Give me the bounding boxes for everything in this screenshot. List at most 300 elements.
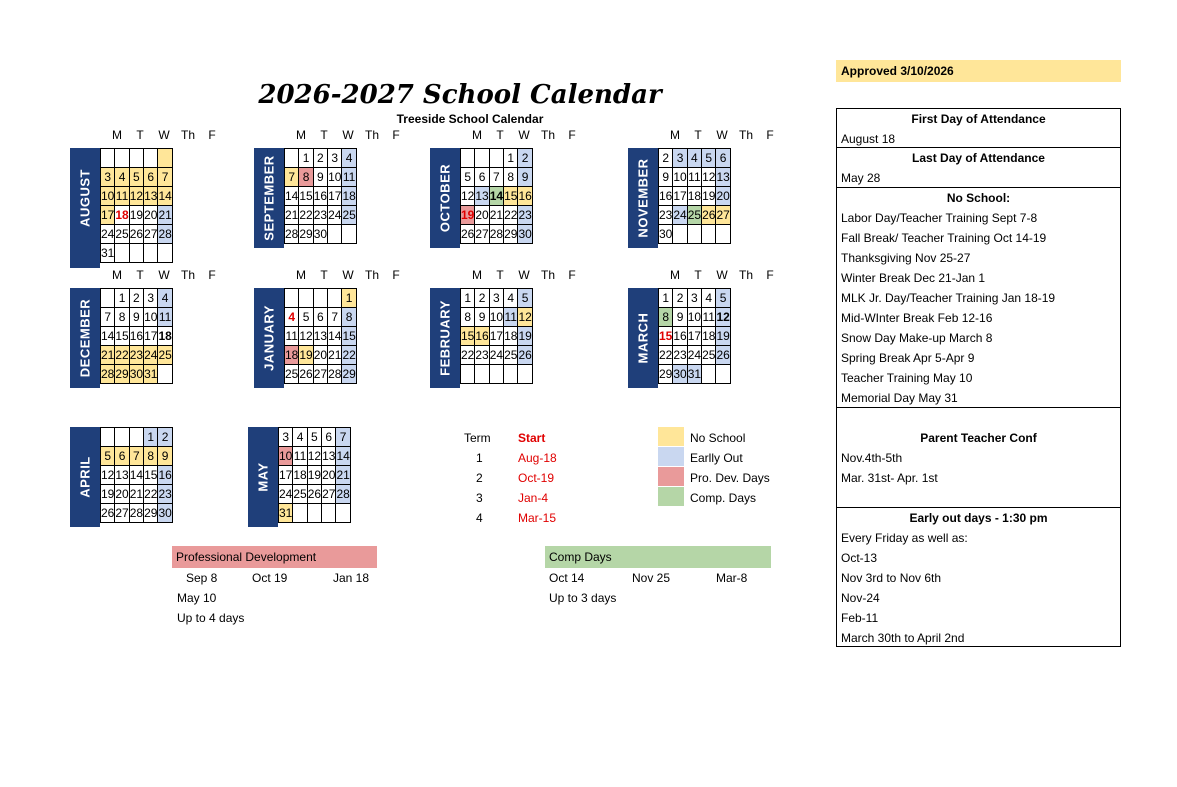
day-cell: 6 bbox=[313, 308, 327, 327]
day-cell: 19 bbox=[307, 466, 321, 485]
ptc-item: Mar. 31st- Apr. 1st bbox=[841, 471, 938, 485]
day-cell: 28 bbox=[328, 365, 342, 384]
day-cell: 22 bbox=[342, 346, 356, 365]
day-cell bbox=[158, 149, 172, 168]
day-cell: 23 bbox=[673, 346, 687, 365]
day-cell: 2 bbox=[313, 149, 327, 168]
day-cell: 7 bbox=[285, 168, 299, 187]
day-cell bbox=[299, 289, 313, 308]
day-cell: 19 bbox=[461, 206, 475, 225]
weekday-label: Th bbox=[540, 268, 555, 282]
day-cell bbox=[144, 244, 158, 263]
day-cell: 1 bbox=[299, 149, 313, 168]
day-cell: 26 bbox=[129, 225, 143, 244]
day-cell: 24 bbox=[687, 346, 701, 365]
day-cell: 25 bbox=[115, 225, 129, 244]
day-cell bbox=[702, 225, 716, 244]
month-grid bbox=[460, 288, 533, 384]
no-school-item: Teacher Training May 10 bbox=[841, 371, 973, 385]
day-cell: 22 bbox=[299, 206, 313, 225]
day-cell: 2 bbox=[158, 428, 172, 447]
day-cell: 8 bbox=[342, 308, 356, 327]
day-cell: 6 bbox=[716, 149, 730, 168]
day-cell: 27 bbox=[115, 504, 129, 523]
day-cell bbox=[461, 149, 475, 168]
day-cell: 14 bbox=[336, 447, 350, 466]
day-cell: 21 bbox=[336, 466, 350, 485]
day-cell: 14 bbox=[158, 187, 172, 206]
day-cell: 23 bbox=[475, 346, 489, 365]
day-cell: 30 bbox=[659, 225, 673, 244]
weekday-label: W bbox=[716, 268, 728, 282]
day-cell: 31 bbox=[687, 365, 701, 384]
day-cell: 22 bbox=[461, 346, 475, 365]
day-cell: 21 bbox=[285, 206, 299, 225]
prodev-note: Up to 4 days bbox=[177, 611, 245, 625]
term-number: 4 bbox=[476, 511, 483, 525]
no-school-item: Labor Day/Teacher Training Sept 7-8 bbox=[841, 211, 1038, 225]
weekday-label: M bbox=[296, 128, 306, 142]
weekday-label: W bbox=[342, 268, 354, 282]
ptc-header: Parent Teacher Conf bbox=[920, 431, 1037, 445]
weekday-label: F bbox=[208, 268, 216, 282]
day-cell: 8 bbox=[144, 447, 158, 466]
day-cell: 19 bbox=[716, 327, 730, 346]
day-cell bbox=[489, 149, 503, 168]
term-start: Jan-4 bbox=[518, 491, 549, 505]
day-cell: 24 bbox=[279, 485, 293, 504]
day-cell: 25 bbox=[342, 206, 356, 225]
day-cell: 28 bbox=[285, 225, 299, 244]
comp-date: Nov 25 bbox=[632, 571, 671, 585]
month-label: JANUARY bbox=[254, 288, 284, 388]
day-cell: 11 bbox=[702, 308, 716, 327]
comp-title: Comp Days bbox=[545, 546, 771, 568]
no-school-header: No School: bbox=[946, 191, 1011, 205]
day-cell: 7 bbox=[328, 308, 342, 327]
day-cell: 8 bbox=[299, 168, 313, 187]
day-cell: 10 bbox=[328, 168, 342, 187]
day-cell: 21 bbox=[129, 485, 143, 504]
day-cell: 30 bbox=[313, 225, 327, 244]
day-cell: 10 bbox=[144, 308, 158, 327]
day-cell: 25 bbox=[687, 206, 701, 225]
day-cell: 18 bbox=[504, 327, 518, 346]
day-cell bbox=[504, 365, 518, 384]
day-cell: 28 bbox=[336, 485, 350, 504]
day-cell: 11 bbox=[504, 308, 518, 327]
day-cell: 29 bbox=[659, 365, 673, 384]
day-cell: 11 bbox=[342, 168, 356, 187]
day-cell: 13 bbox=[716, 168, 730, 187]
weekday-label: T bbox=[320, 268, 328, 282]
month-label: SEPTEMBER bbox=[254, 148, 284, 248]
day-cell bbox=[129, 149, 143, 168]
day-cell: 14 bbox=[328, 327, 342, 346]
day-cell: 9 bbox=[313, 168, 327, 187]
day-cell: 27 bbox=[322, 485, 336, 504]
day-cell: 26 bbox=[299, 365, 313, 384]
day-cell: 28 bbox=[158, 225, 172, 244]
day-cell: 27 bbox=[313, 365, 327, 384]
early-out-item: March 30th to April 2nd bbox=[841, 631, 965, 645]
day-cell: 21 bbox=[158, 206, 172, 225]
day-cell: 5 bbox=[307, 428, 321, 447]
day-cell: 13 bbox=[322, 447, 336, 466]
day-cell: 24 bbox=[489, 346, 503, 365]
day-cell: 26 bbox=[716, 346, 730, 365]
month-label: FEBRUARY bbox=[430, 288, 460, 388]
comp-note: Up to 3 days bbox=[549, 591, 617, 605]
day-cell: 17 bbox=[687, 327, 701, 346]
day-cell bbox=[461, 365, 475, 384]
day-cell: 16 bbox=[158, 466, 172, 485]
month-grid bbox=[658, 288, 731, 384]
day-cell bbox=[101, 428, 115, 447]
day-cell bbox=[285, 289, 299, 308]
weekday-label: M bbox=[670, 268, 680, 282]
day-cell: 3 bbox=[279, 428, 293, 447]
month-label: OCTOBER bbox=[430, 148, 460, 248]
day-cell: 24 bbox=[144, 346, 158, 365]
no-school-item: Snow Day Make-up March 8 bbox=[841, 331, 993, 345]
day-cell: 12 bbox=[299, 327, 313, 346]
day-cell: 17 bbox=[328, 187, 342, 206]
no-school-item: Fall Break/ Teacher Training Oct 14-19 bbox=[841, 231, 1047, 245]
day-cell: 20 bbox=[716, 187, 730, 206]
day-cell: 18 bbox=[702, 327, 716, 346]
day-cell bbox=[475, 365, 489, 384]
weekday-label: M bbox=[472, 268, 482, 282]
day-cell: 3 bbox=[101, 168, 115, 187]
last-day-box bbox=[836, 148, 1121, 188]
day-cell: 21 bbox=[328, 346, 342, 365]
first-day-value: August 18 bbox=[841, 132, 896, 146]
month-grid bbox=[100, 148, 173, 263]
prodev-date: May 10 bbox=[177, 591, 217, 605]
day-cell: 31 bbox=[144, 365, 158, 384]
weekday-label: Th bbox=[364, 128, 379, 142]
day-cell: 26 bbox=[518, 346, 532, 365]
day-cell: 23 bbox=[313, 206, 327, 225]
day-cell: 14 bbox=[489, 187, 503, 206]
day-cell: 29 bbox=[144, 504, 158, 523]
start-header: Start bbox=[518, 431, 546, 445]
prodev-title: Professional Development bbox=[172, 546, 377, 568]
day-cell bbox=[328, 289, 342, 308]
day-cell: 10 bbox=[673, 168, 687, 187]
day-cell: 2 bbox=[659, 149, 673, 168]
day-cell: 16 bbox=[475, 327, 489, 346]
day-cell: 20 bbox=[115, 485, 129, 504]
day-cell: 12 bbox=[307, 447, 321, 466]
day-cell bbox=[518, 365, 532, 384]
day-cell: 15 bbox=[461, 327, 475, 346]
day-cell bbox=[328, 225, 342, 244]
day-cell: 29 bbox=[115, 365, 129, 384]
day-cell: 14 bbox=[101, 327, 115, 346]
day-cell bbox=[342, 225, 356, 244]
day-cell: 31 bbox=[279, 504, 293, 523]
no-school-item: Winter Break Dec 21-Jan 1 bbox=[841, 271, 986, 285]
day-cell bbox=[702, 365, 716, 384]
legend-swatch-pro-dev bbox=[658, 467, 684, 486]
day-cell: 31 bbox=[101, 244, 115, 263]
day-cell bbox=[285, 149, 299, 168]
day-cell: 29 bbox=[342, 365, 356, 384]
weekday-label: Th bbox=[180, 128, 195, 142]
day-cell: 17 bbox=[144, 327, 158, 346]
day-cell: 1 bbox=[115, 289, 129, 308]
day-cell bbox=[687, 225, 701, 244]
day-cell: 7 bbox=[336, 428, 350, 447]
day-cell: 18 bbox=[158, 327, 172, 346]
day-cell: 11 bbox=[293, 447, 307, 466]
month-grid bbox=[278, 427, 351, 523]
day-cell: 3 bbox=[673, 149, 687, 168]
day-cell: 1 bbox=[659, 289, 673, 308]
early-out-item: Every Friday as well as: bbox=[841, 531, 968, 545]
day-cell: 16 bbox=[659, 187, 673, 206]
prodev-date: Oct 19 bbox=[252, 571, 288, 585]
day-cell: 9 bbox=[475, 308, 489, 327]
month-grid bbox=[658, 148, 731, 244]
day-cell: 9 bbox=[673, 308, 687, 327]
day-cell: 18 bbox=[342, 187, 356, 206]
day-cell: 12 bbox=[716, 308, 730, 327]
day-cell: 4 bbox=[293, 428, 307, 447]
day-cell: 4 bbox=[285, 308, 299, 327]
day-cell: 10 bbox=[279, 447, 293, 466]
weekday-label: F bbox=[766, 128, 774, 142]
day-cell bbox=[716, 365, 730, 384]
term-start: Oct-19 bbox=[518, 471, 555, 485]
day-cell: 17 bbox=[673, 187, 687, 206]
day-cell: 15 bbox=[504, 187, 518, 206]
day-cell: 17 bbox=[489, 327, 503, 346]
day-cell bbox=[158, 244, 172, 263]
day-cell: 29 bbox=[299, 225, 313, 244]
page-title: 2026-2027 School Calendar bbox=[258, 80, 662, 110]
day-cell bbox=[158, 365, 172, 384]
day-cell: 4 bbox=[702, 289, 716, 308]
early-out-item: Oct-13 bbox=[841, 551, 878, 565]
day-cell: 26 bbox=[702, 206, 716, 225]
weekday-label: Th bbox=[364, 268, 379, 282]
page-subtitle: Treeside School Calendar bbox=[396, 112, 544, 126]
day-cell: 19 bbox=[129, 206, 143, 225]
day-cell: 30 bbox=[673, 365, 687, 384]
day-cell: 6 bbox=[475, 168, 489, 187]
month-grid bbox=[284, 288, 357, 384]
day-cell bbox=[307, 504, 321, 523]
legend-label: Pro. Dev. Days bbox=[690, 471, 770, 485]
comp-date: Mar-8 bbox=[716, 571, 748, 585]
day-cell: 10 bbox=[101, 187, 115, 206]
day-cell bbox=[101, 289, 115, 308]
day-cell: 15 bbox=[659, 327, 673, 346]
legend-label: Earlly Out bbox=[690, 451, 743, 465]
day-cell: 7 bbox=[158, 168, 172, 187]
weekday-label: M bbox=[670, 128, 680, 142]
weekday-label: Th bbox=[738, 268, 753, 282]
day-cell: 5 bbox=[716, 289, 730, 308]
early-out-box bbox=[836, 508, 1121, 647]
day-cell: 4 bbox=[342, 149, 356, 168]
day-cell: 9 bbox=[129, 308, 143, 327]
weekday-label: W bbox=[342, 128, 354, 142]
day-cell bbox=[129, 244, 143, 263]
day-cell: 1 bbox=[144, 428, 158, 447]
day-cell: 17 bbox=[101, 206, 115, 225]
month-grid bbox=[284, 148, 357, 244]
no-school-item: Thanksgiving Nov 25-27 bbox=[841, 251, 971, 265]
approved-banner: Approved 3/10/2026 bbox=[836, 60, 1121, 82]
day-cell: 5 bbox=[299, 308, 313, 327]
day-cell: 23 bbox=[158, 485, 172, 504]
early-out-item: Nov-24 bbox=[841, 591, 880, 605]
day-cell: 7 bbox=[489, 168, 503, 187]
day-cell: 22 bbox=[144, 485, 158, 504]
early-out-header: Early out days - 1:30 pm bbox=[909, 511, 1048, 525]
weekday-label: Th bbox=[540, 128, 555, 142]
day-cell: 23 bbox=[518, 206, 532, 225]
day-cell: 27 bbox=[475, 225, 489, 244]
no-school-item: Spring Break Apr 5-Apr 9 bbox=[841, 351, 975, 365]
term-number: 3 bbox=[476, 491, 483, 505]
day-cell bbox=[144, 149, 158, 168]
day-cell: 20 bbox=[322, 466, 336, 485]
day-cell: 23 bbox=[659, 206, 673, 225]
day-cell: 18 bbox=[285, 346, 299, 365]
weekday-label: T bbox=[136, 268, 144, 282]
month-label-extension bbox=[70, 248, 100, 268]
day-cell: 15 bbox=[144, 466, 158, 485]
weekday-label: M bbox=[112, 268, 122, 282]
day-cell: 8 bbox=[659, 308, 673, 327]
day-cell: 10 bbox=[489, 308, 503, 327]
day-cell: 6 bbox=[115, 447, 129, 466]
day-cell: 25 bbox=[158, 346, 172, 365]
day-cell: 16 bbox=[129, 327, 143, 346]
no-school-item: MLK Jr. Day/Teacher Training Jan 18-19 bbox=[841, 291, 1056, 305]
term-number: 1 bbox=[476, 451, 483, 465]
weekday-label: W bbox=[158, 128, 170, 142]
month-grid bbox=[100, 427, 173, 523]
legend-swatch-comp bbox=[658, 487, 684, 506]
day-cell: 23 bbox=[129, 346, 143, 365]
early-out-item: Feb-11 bbox=[841, 611, 879, 625]
term-header: Term bbox=[464, 431, 491, 445]
weekday-label: M bbox=[112, 128, 122, 142]
day-cell: 25 bbox=[293, 485, 307, 504]
day-cell: 2 bbox=[129, 289, 143, 308]
day-cell bbox=[313, 289, 327, 308]
day-cell: 13 bbox=[475, 187, 489, 206]
no-school-item: Mid-WInter Break Feb 12-16 bbox=[841, 311, 993, 325]
day-cell: 12 bbox=[702, 168, 716, 187]
day-cell: 2 bbox=[673, 289, 687, 308]
day-cell: 19 bbox=[702, 187, 716, 206]
day-cell: 18 bbox=[115, 206, 129, 225]
day-cell: 14 bbox=[285, 187, 299, 206]
day-cell: 2 bbox=[475, 289, 489, 308]
day-cell: 17 bbox=[279, 466, 293, 485]
ptc-item: Nov.4th-5th bbox=[841, 451, 903, 465]
day-cell: 5 bbox=[129, 168, 143, 187]
day-cell: 22 bbox=[504, 206, 518, 225]
first-day-box bbox=[836, 108, 1121, 148]
no-school-item: Memorial Day May 31 bbox=[841, 391, 958, 405]
day-cell: 22 bbox=[115, 346, 129, 365]
month-grid bbox=[460, 148, 533, 244]
ptc-box bbox=[836, 408, 1121, 508]
day-cell: 27 bbox=[716, 206, 730, 225]
day-cell bbox=[129, 428, 143, 447]
weekday-label: T bbox=[320, 128, 328, 142]
day-cell bbox=[716, 225, 730, 244]
day-cell: 25 bbox=[285, 365, 299, 384]
day-cell: 3 bbox=[489, 289, 503, 308]
last-day-value: May 28 bbox=[841, 171, 881, 185]
day-cell: 6 bbox=[322, 428, 336, 447]
day-cell: 7 bbox=[101, 308, 115, 327]
weekday-label: F bbox=[766, 268, 774, 282]
weekday-label: M bbox=[472, 128, 482, 142]
legend-swatch-early-out bbox=[658, 447, 684, 466]
day-cell: 8 bbox=[504, 168, 518, 187]
month-label: APRIL bbox=[70, 427, 100, 527]
day-cell: 15 bbox=[342, 327, 356, 346]
day-cell: 20 bbox=[475, 206, 489, 225]
day-cell: 11 bbox=[158, 308, 172, 327]
day-cell: 28 bbox=[489, 225, 503, 244]
day-cell: 26 bbox=[101, 504, 115, 523]
day-cell: 15 bbox=[299, 187, 313, 206]
month-label: MARCH bbox=[628, 288, 658, 388]
day-cell: 25 bbox=[504, 346, 518, 365]
day-cell: 13 bbox=[144, 187, 158, 206]
day-cell: 13 bbox=[115, 466, 129, 485]
day-cell: 9 bbox=[158, 447, 172, 466]
day-cell: 20 bbox=[144, 206, 158, 225]
day-cell: 12 bbox=[461, 187, 475, 206]
day-cell: 4 bbox=[115, 168, 129, 187]
day-cell: 3 bbox=[144, 289, 158, 308]
day-cell: 12 bbox=[129, 187, 143, 206]
day-cell: 3 bbox=[328, 149, 342, 168]
day-cell: 8 bbox=[115, 308, 129, 327]
day-cell: 2 bbox=[518, 149, 532, 168]
day-cell: 4 bbox=[158, 289, 172, 308]
day-cell bbox=[115, 428, 129, 447]
comp-date: Oct 14 bbox=[549, 571, 585, 585]
prodev-date: Sep 8 bbox=[186, 571, 218, 585]
weekday-label: T bbox=[694, 128, 702, 142]
weekday-label: F bbox=[392, 128, 400, 142]
weekday-label: W bbox=[716, 128, 728, 142]
weekday-label: F bbox=[568, 268, 576, 282]
weekday-label: F bbox=[568, 128, 576, 142]
day-cell bbox=[673, 225, 687, 244]
day-cell: 19 bbox=[101, 485, 115, 504]
weekday-label: T bbox=[496, 128, 504, 142]
day-cell: 5 bbox=[461, 168, 475, 187]
day-cell bbox=[336, 504, 350, 523]
weekday-label: F bbox=[392, 268, 400, 282]
day-cell: 18 bbox=[293, 466, 307, 485]
day-cell bbox=[475, 149, 489, 168]
